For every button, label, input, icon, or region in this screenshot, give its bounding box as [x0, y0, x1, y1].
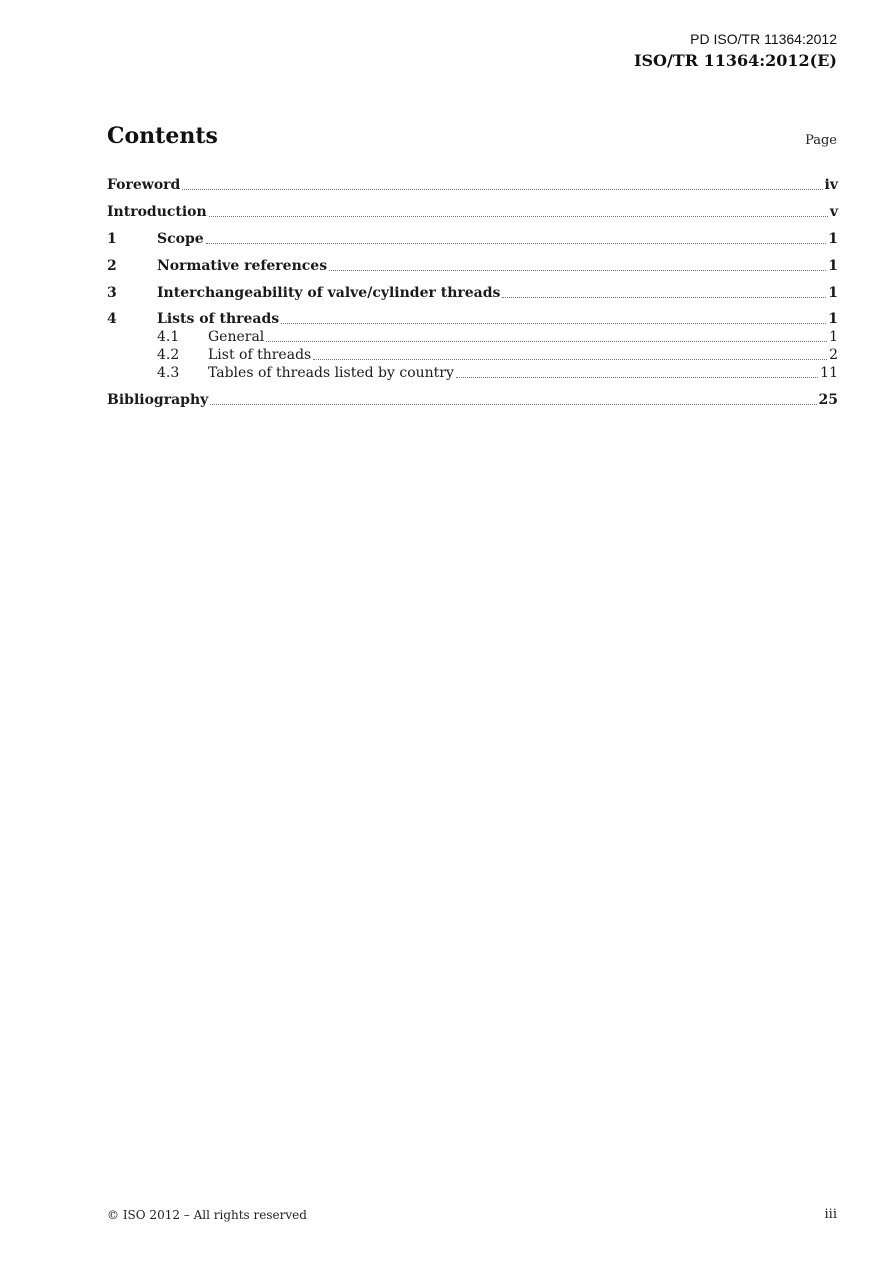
- toc-entry-general[interactable]: [157, 328, 838, 346]
- toc-entry-title: Foreword: [107, 177, 181, 193]
- toc-entry-title: Tables of threads listed by country: [208, 365, 454, 381]
- toc-entry-number: 3: [107, 285, 117, 301]
- toc-entry-interchangeability[interactable]: [107, 284, 838, 302]
- header-document-id: ISO/TR 11364:2012(E): [633, 51, 837, 70]
- page-column-label: Page: [805, 133, 837, 148]
- toc-leader-dots: [281, 322, 826, 324]
- toc-entry-number: 4: [107, 311, 117, 327]
- toc-entry-number: 4.3: [157, 365, 180, 381]
- toc-entry-number: 1: [107, 231, 117, 247]
- toc-entry-normative-references[interactable]: [107, 257, 838, 275]
- toc-entry-foreword[interactable]: [107, 176, 838, 194]
- toc-leader-dots: [329, 269, 826, 271]
- toc-entry-page: 1: [828, 311, 838, 327]
- toc-entry-page: 1: [829, 329, 838, 345]
- toc-leader-dots: [266, 340, 827, 342]
- header-document-code: PD ISO/TR 11364:2012: [690, 31, 837, 47]
- toc-entry-number: 2: [107, 258, 117, 274]
- toc-entry-lists-of-threads[interactable]: [107, 310, 838, 328]
- toc-leader-dots: [182, 188, 822, 190]
- toc-entry-title: Lists of threads: [157, 311, 280, 327]
- toc-entry-title: Normative references: [157, 258, 328, 274]
- toc-entry-page: 1: [828, 258, 838, 274]
- footer-page-number: iii: [824, 1207, 837, 1222]
- toc-entry-page: 2: [829, 347, 838, 363]
- toc-entry-title: Introduction: [107, 204, 207, 220]
- toc-entry-title: Interchangeability of valve/cylinder threads: [157, 285, 501, 301]
- page-title: Contents: [107, 123, 218, 149]
- toc-entry-list-of-threads[interactable]: [157, 346, 838, 364]
- toc-leader-dots: [502, 296, 826, 298]
- toc-entry-title: General: [208, 329, 265, 345]
- toc-entry-number: 4.2: [157, 347, 180, 363]
- toc-entry-scope[interactable]: [107, 230, 838, 248]
- toc-leader-dots: [209, 215, 828, 217]
- toc-entry-number: 4.1: [157, 329, 180, 345]
- toc-entry-title: Bibliography: [107, 392, 209, 408]
- toc-leader-dots: [206, 242, 827, 244]
- toc-entry-page: v: [829, 204, 838, 220]
- footer-copyright: © ISO 2012 – All rights reserved: [107, 1208, 307, 1222]
- toc-entry-page: 1: [828, 231, 838, 247]
- toc-entry-title: Scope: [157, 231, 204, 247]
- toc-entry-page: 11: [820, 365, 838, 381]
- toc-entry-tables-by-country[interactable]: [157, 364, 838, 382]
- toc-entry-page: 1: [828, 285, 838, 301]
- toc-entry-bibliography[interactable]: [107, 391, 838, 409]
- toc-entry-page: 25: [818, 392, 838, 408]
- toc-entry-title: List of threads: [208, 347, 312, 363]
- toc-entry-introduction[interactable]: [107, 203, 838, 221]
- toc-leader-dots: [313, 358, 827, 360]
- toc-leader-dots: [456, 376, 818, 378]
- toc-entry-page: iv: [824, 177, 838, 193]
- toc-leader-dots: [210, 403, 816, 405]
